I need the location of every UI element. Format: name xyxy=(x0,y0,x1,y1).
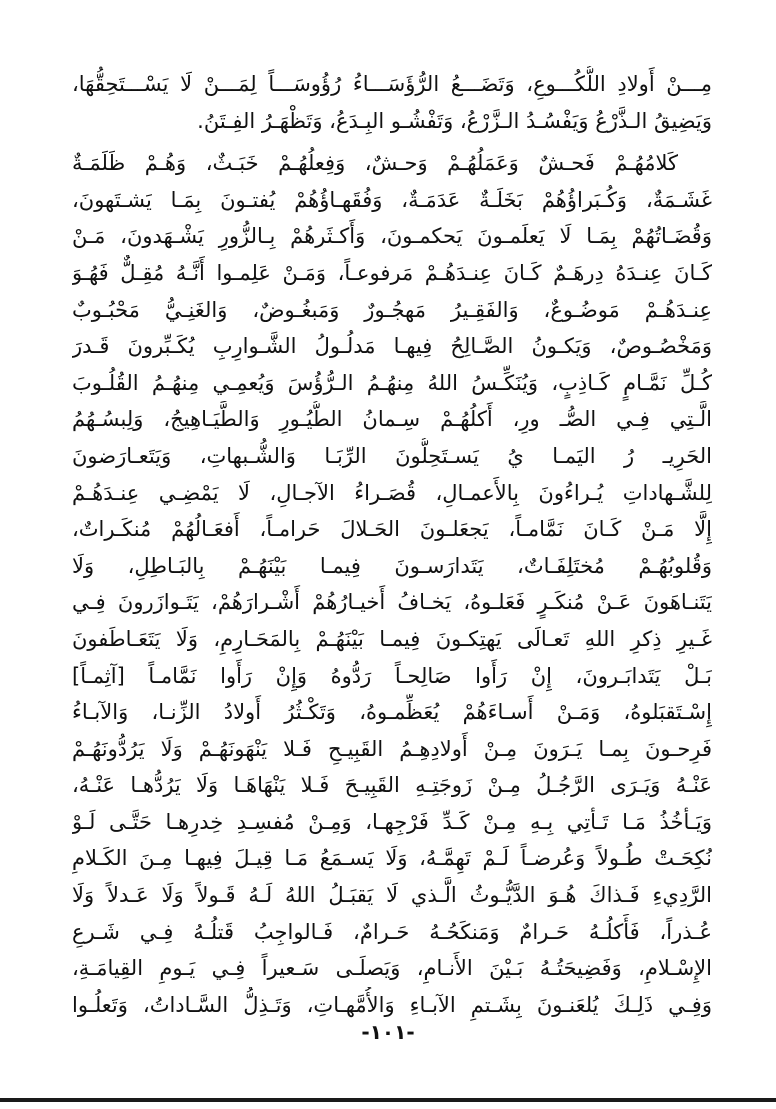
text-line: وَقُلوبُهُـمْ مُختَلِفَـاتٌ، يَتَدارَسـونَ فِيمـا بَيْنَهُـمْ بِالبَـاطِلِ، وَلَا xyxy=(72,553,712,578)
text-line: عَنْـهُ وَيَـرَى الرَّجُـلُ مِـنْ زَوجَتِـهِ القَبِيـحَ فَـلا يَنْهَاهَـا وَلَا يَرُدُّهـا عَنْـهُ، xyxy=(72,773,712,798)
text-line: إِلَّا مَـنْ كَـانَ نَمَّامـاً، يَجعَلـونَ الحَـلالَ حَرامـاً، أَفعَـالُهُمْ مُنكَـراتٌ، xyxy=(72,517,712,542)
text-line: وَيَـأخُذُ مَـا تَـأتِي بِـهِ مِـنْ كَـدِّ فَرْجِهـا، وَمِـنْ مُفسِـدِ خِدرِهـا حَتَّـى لَـوْ xyxy=(72,809,712,834)
body-text xyxy=(72,66,712,1023)
text-line: إِسْـتَقبَلوهُ، وَمَـنْ أَسـاءَهُمْ يُعَظِّمـوهُ، وَتَكْـثُرُ أَولادُ الزِّنـا، وَالآبـاءُ xyxy=(72,700,712,725)
text-line: وَقُضَـاتُهُمْ بِمَـا لَا يَعلَمـونَ يَحكمـونَ، وَأَكـثَرهُمْ بِـالزُّورِ يَشْـهَدونَ، مَـنْ xyxy=(72,224,712,249)
text-line: فَرِحـونَ بِمـا يَـرَونَ مِـنْ أَولادِهِـمُ القَبِيـحِ فَـلا يَنْهَونَهُـمْ وَلَا يَرُدُّونَهُـمْ xyxy=(72,736,712,761)
text-line: مِـــنْ أَولادِ اللُّكُـــوعِ، وَتَضَـــعُ الرُّؤَسَـــاءُ رُؤُوسَـــاً لِمَـــنْ لَا يَسْـــتَحِقُّهَا، xyxy=(72,72,712,96)
text-line: كَـانَ عِنـدَهُ دِرهَـمٌ كَـانَ عِنـدَهُـمْ مَرفوعـاً، وَمَـنْ عَلِمـوا أَنَّـهُ مُقِـلٌّ فَهُـوَ xyxy=(72,260,712,285)
text-line: الَّـتِي فِـي الصُّـ ورِ، أَكلُهُـمْ سِـمانُ الطُّيُـورِ وَالطَّيَـاهِيجُ، وَلِبسُـهُمُ xyxy=(72,407,712,432)
text-line: عُـذراً، فَأَكلُـهُ حَـرامٌ وَمَنكَحُـهُ حَـرامٌ، فَـالواجِبُ قَتلُـهُ فِـي شَـرعِ xyxy=(72,919,712,944)
text-line: وَفِـي ذَلِـكَ يُلعَنـونَ بِشَـتمِ الآبـاءِ وَالأُمَّهـاتِ، وَتَـذِلُّ السَّـاداتُ، وَتَعلُـوا xyxy=(72,992,712,1017)
scan-edge-line xyxy=(0,1098,776,1102)
text-line: الإِسْـلامِ، وَفَضِيحَتُـهُ بَـيْنَ الأَنـامِ، وَيَصلَـى سَـعيراً فِـي يَـومِ القِيامَـةِ، xyxy=(72,956,712,981)
page-number: -١٠١- xyxy=(361,1020,415,1044)
text-line: غَـيرِ ذِكرِ اللهِ تَعـالَى يَهتِكـونَ فِيمـا بَيْنَهُـمْ بِالمَحَـارِمِ، وَلَا يَتَعَـاطَفونَ xyxy=(72,626,712,651)
text-line: كَلامُهُـمْ فَحـشٌ وَعَمَلُهُـمْ وَحـشٌ، وَفِعلُهُـمْ خَبَـثٌ، وَهُـمْ ظَلَمَـةٌ xyxy=(72,151,678,176)
text-line: وَيَضِيقُ الـذَّرْعُ وَيَفْسُـدُ الـزَّرْعُ، وَتَفْشُـو البِـدَعُ، وَتَظْهَـرُ الفِـتَنُ. xyxy=(197,108,712,133)
text-line: بَـلْ يَتَدابَـرونَ، إِنْ رَأَوا صَالِحـاً رَدُّوهُ وَإِنْ رَأَوا نَمَّامـاً [آثِمـاً] xyxy=(72,663,712,688)
text-line: نُكِحَـتْ طُـولاً وَعُرضـاً لَـمْ تَهِمَّـهُ، وَلَا يَسـمَعُ مَـا قِيـلَ فِيهـا مِـنَ الكَـلامِ xyxy=(72,846,712,871)
text-line: وَمَخْصُـوصٌ، وَيَكـونُ الصَّـالِحُ فِيهـا مَدلُـولُ الشَّـوارِبِ يُكَـبِّرونَ قَـدرَ xyxy=(72,334,712,359)
text-line: يَتَنـاهَونَ عَـنْ مُنكَـرٍ فَعَلـوهُ، يَخـافُ أَخيـارُهُمْ أَشْـرارَهُمْ، يَتَـوازَرونَ فِـي xyxy=(72,590,712,615)
text-line: عِنـدَهُـمْ مَوضُـوعٌ، وَالفَقِـيرُ مَهجُـورٌ وَمَبغُـوضٌ، وَالغَنِـيُّ مَحْبُـوبٌ xyxy=(72,297,712,322)
text-line: لِلشَّـهاداتِ يُـراءُونَ بِالأَعمـالِ، قُصَـراءُ الآجـالِ، لَا يَمْضِـي عِنـدَهُـمْ xyxy=(72,480,712,505)
text-line: كُـلِّ نَمَّـامٍ كَـاذِبٍ، وَيُنَكِّـسُ اللهُ مِنهُـمُ الـرُّؤُسَ وَيُعمِـي مِنهُـمُ القُلُـوبَ xyxy=(72,370,712,395)
text-line: غَشَـمَةٌ، وَكُـبَراؤُهُمْ بَخَلَـةٌ عَدَمَـةٌ، وَفُقَهـاؤُهُمْ يُفتـونَ بِمَـا يَشـتَهونَ، xyxy=(72,187,712,212)
text-line: الحَرِيـ رُ اليَمـا يُ يَسـتَحِلُّونَ الرِّبَـا وَالشُّـبهاتِ، وَيَتَعـارَضونَ xyxy=(72,443,712,468)
text-line: الرَّدِيءِ فَـذاكَ هُـوَ الدَّيُّـوثُ الَّـذي لَا يَقبَـلُ اللهُ لَـهُ قَـولاً وَلَا عَـدلاً وَلَا xyxy=(72,883,712,908)
